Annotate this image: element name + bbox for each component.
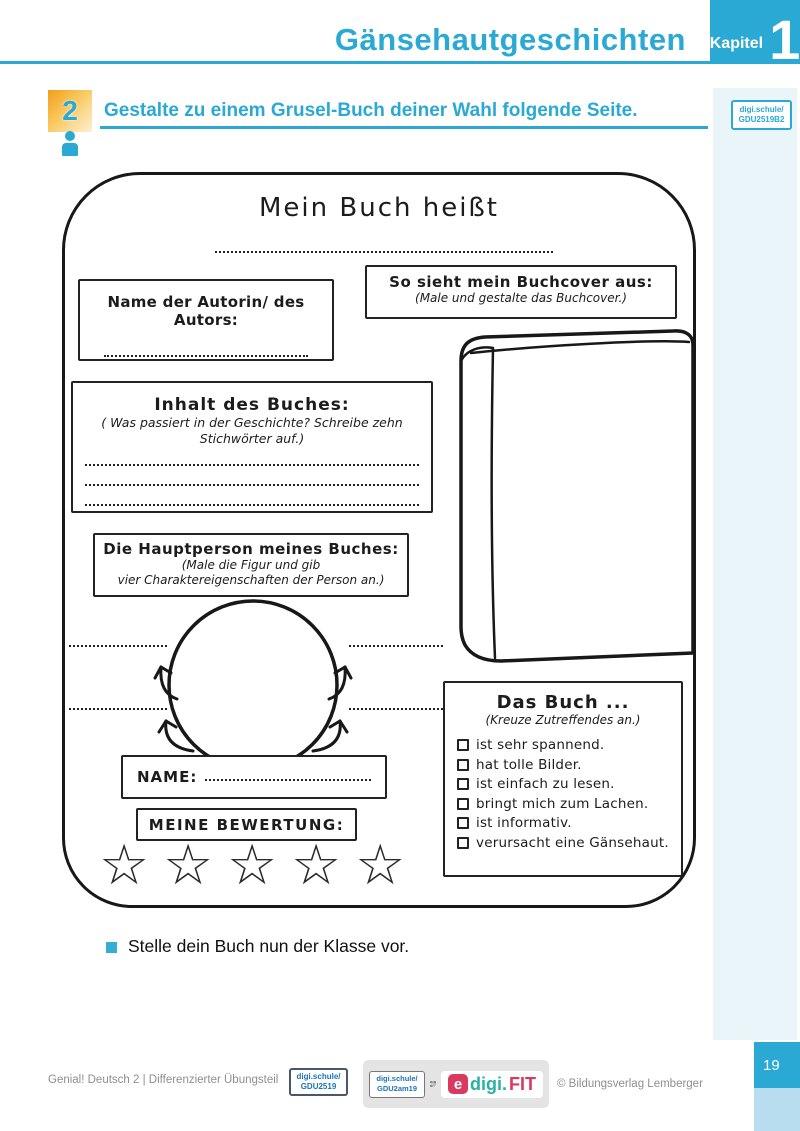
- rating-label: MEINE BEWERTUNG:: [148, 815, 345, 834]
- rating-stars: [99, 830, 429, 902]
- checkbox[interactable]: [457, 778, 469, 790]
- cover-box-subtitle: (Male und gestalte das Buchcover.): [415, 291, 627, 305]
- star-icon[interactable]: ☆: [227, 833, 276, 898]
- digi-schule-link-footer-1: [289, 1068, 348, 1096]
- single-person-icon: [62, 131, 78, 157]
- checklist-title: Das Buch ...: [496, 692, 630, 713]
- task-number-badge: 2: [48, 90, 92, 132]
- content-writing-line: [85, 484, 419, 486]
- checklist-row: [457, 815, 681, 831]
- checklist-row: [457, 737, 681, 753]
- checkbox[interactable]: [457, 739, 469, 751]
- trait-writing-line: [69, 708, 167, 710]
- checklist-row: [457, 757, 681, 773]
- content-box: [71, 381, 433, 513]
- digi2-line2: GDU2am19: [376, 1084, 418, 1093]
- author-box-label: Name der Autorin/ des Autors:: [107, 293, 305, 329]
- character-face-circle: [105, 595, 405, 775]
- footer-copyright: © Bildungsverlag Lemberger: [557, 1078, 703, 1090]
- name-label: NAME:: [137, 768, 198, 786]
- checkbox[interactable]: [457, 817, 469, 829]
- checklist-row: [457, 835, 681, 851]
- checklist-row: [457, 796, 681, 812]
- worksheet-title: Mein Buch heißt: [258, 193, 500, 223]
- digi1-line2: GDU2519: [300, 1082, 337, 1091]
- digi-schule-link-footer-2: [369, 1071, 425, 1098]
- checklist-subtitle: (Kreuze Zutreffendes an.): [485, 713, 641, 727]
- checklist-label: ist sehr spannend.: [476, 737, 605, 753]
- checklist-label: bringt mich zum Lachen.: [476, 795, 649, 812]
- cover-box-title: So sieht mein Buchcover aus:: [389, 273, 653, 291]
- name-box: [121, 755, 387, 799]
- corner-decoration: [754, 1088, 800, 1131]
- digi2-line1: digi.schule/: [376, 1074, 418, 1084]
- content-writing-line: [85, 464, 419, 466]
- star-icon[interactable]: ☆: [99, 833, 148, 898]
- content-writing-line: [85, 504, 419, 506]
- digi-top-line2: GDU2519B2: [738, 115, 785, 124]
- digi1-line1: digi.schule/: [296, 1072, 341, 1081]
- trait-writing-line: [349, 708, 443, 710]
- content-box-subtitle: ( Was passiert in der Geschichte? Schreibe zehn Stichwörter auf.): [101, 415, 403, 446]
- checklist-row: [457, 776, 681, 792]
- character-box-title: Die Hauptperson meines Buches:: [103, 540, 399, 558]
- digi-fit-logo: [441, 1071, 543, 1098]
- chapter-number: 1: [769, 7, 800, 71]
- name-writing-line: [205, 779, 371, 781]
- star-icon[interactable]: ☆: [355, 833, 404, 898]
- task-rule: [100, 126, 708, 129]
- checklist: [457, 737, 681, 851]
- checkbox[interactable]: [457, 798, 469, 810]
- page-number: 19: [763, 1056, 780, 1074]
- cover-box: [365, 265, 677, 319]
- task-instruction: Gestalte zu einem Grusel-Buch deiner Wahl folgende Seite.: [104, 100, 638, 121]
- chapter-badge: [709, 0, 800, 71]
- digi-fit-panel: [363, 1060, 549, 1108]
- page-title: Gänsehautgeschichten: [334, 22, 686, 57]
- checkbox[interactable]: [457, 759, 469, 771]
- author-writing-line: [104, 355, 308, 357]
- logo-digi-text: digi.: [470, 1073, 507, 1094]
- logo-fit-text: FIT: [509, 1073, 536, 1094]
- chapter-label: Kapitel: [709, 35, 764, 52]
- digi-schule-link-top: [731, 100, 792, 130]
- digi-top-line1: digi.schule/: [739, 105, 784, 114]
- author-box: [78, 279, 334, 361]
- checklist-label: hat tolle Bilder.: [476, 756, 582, 773]
- checklist-label: verursacht eine Gänsehaut.: [476, 834, 669, 851]
- trait-writing-line: [69, 645, 167, 647]
- character-box-subtitle-1: (Male die Figur und gib: [181, 558, 321, 572]
- checkbox[interactable]: [457, 837, 469, 849]
- book-title-writing-line: [215, 251, 553, 253]
- character-box: [93, 533, 409, 597]
- followup-instruction: Stelle dein Buch nun der Klasse vor.: [128, 936, 410, 956]
- bullet-square-icon: [106, 942, 117, 953]
- book-checklist-box: [443, 681, 683, 877]
- checklist-label: ist einfach zu lesen.: [476, 776, 615, 792]
- side-band: [713, 88, 797, 1040]
- worksheet: [62, 172, 696, 908]
- footer-series-title: Genial! Deutsch 2 | Differenzierter Übungsteil: [48, 1074, 279, 1086]
- checklist-label: ist informativ.: [476, 815, 572, 831]
- header-rule: [0, 61, 710, 64]
- digi-fit-logo-mark-icon: e: [448, 1074, 468, 1094]
- page-number-badge: [754, 1042, 800, 1088]
- blank-book-illustration: [437, 323, 699, 667]
- star-icon[interactable]: ☆: [291, 833, 340, 898]
- qr-code: [430, 1065, 436, 1103]
- star-icon[interactable]: ☆: [163, 833, 212, 898]
- character-box-subtitle-2: vier Charaktereigenschaften der Person an.): [117, 573, 385, 587]
- trait-writing-line: [349, 645, 443, 647]
- content-box-title: Inhalt des Buches:: [154, 395, 350, 415]
